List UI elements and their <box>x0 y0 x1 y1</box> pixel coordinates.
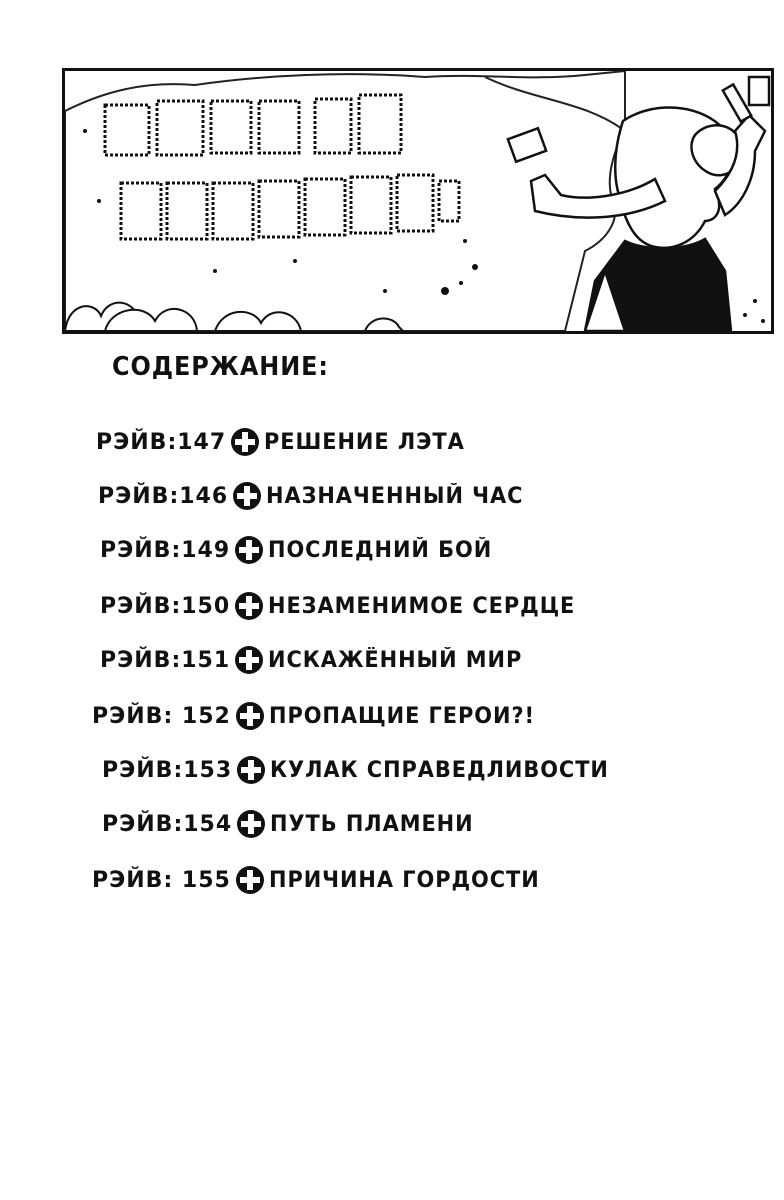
toc-heading: СОДЕРЖАНИЕ: <box>112 352 329 382</box>
cross-circle-icon <box>234 535 264 565</box>
chapter-number: РЭЙВ:146 <box>98 483 229 509</box>
chapter-number: РЭЙВ:150 <box>100 593 231 619</box>
toc-entry <box>100 530 504 570</box>
toc-entry <box>102 750 627 790</box>
chapter-title: ПУТЬ ПЛАМЕНИ <box>270 811 474 837</box>
chapter-title: РЕШЕНИЕ ЛЭТА <box>264 429 465 455</box>
toc-entry <box>92 696 549 736</box>
chapter-title: НАЗНАЧЕННЫЙ ЧАС <box>266 483 524 509</box>
toc-entry <box>100 640 536 680</box>
title-illustration-panel <box>62 68 774 334</box>
chapter-number: РЭЙВ:149 <box>100 537 231 563</box>
toc-entry <box>96 422 476 462</box>
cross-circle-icon <box>230 427 260 457</box>
chapter-number: РЭЙВ: 152 <box>92 703 231 729</box>
cross-circle-icon <box>236 809 266 839</box>
chapter-number: РЭЙВ:153 <box>102 757 233 783</box>
chapter-number: РЭЙВ:151 <box>100 647 231 673</box>
chapter-number: РЭЙВ: 155 <box>92 867 231 893</box>
chapter-title: КУЛАК СПРАВЕДЛИВОСТИ <box>270 757 610 783</box>
chapter-number: РЭЙВ:154 <box>102 811 233 837</box>
toc-entry <box>92 860 554 900</box>
chapter-title: ПРОПАЩИЕ ГЕРОИ?! <box>268 703 535 729</box>
stone-carving-girl-illustration <box>65 71 771 331</box>
chapter-title: ИСКАЖЁННЫЙ МИР <box>268 647 523 673</box>
toc-entry <box>100 586 592 626</box>
cross-circle-icon <box>232 481 262 511</box>
cross-circle-icon <box>234 591 264 621</box>
chapter-title: ПРИЧИНА ГОРДОСТИ <box>268 867 540 893</box>
chapter-title: НЕЗАМЕНИМОЕ СЕРДЦЕ <box>268 593 576 619</box>
cross-circle-icon <box>236 755 266 785</box>
cross-circle-icon <box>234 645 264 675</box>
cross-circle-icon <box>235 701 265 731</box>
chapter-title: ПОСЛЕДНИЙ БОЙ <box>268 537 493 563</box>
toc-entry <box>102 804 484 844</box>
cross-circle-icon <box>235 865 265 895</box>
toc-entry <box>98 476 537 516</box>
chapter-number: РЭЙВ:147 <box>96 429 227 455</box>
